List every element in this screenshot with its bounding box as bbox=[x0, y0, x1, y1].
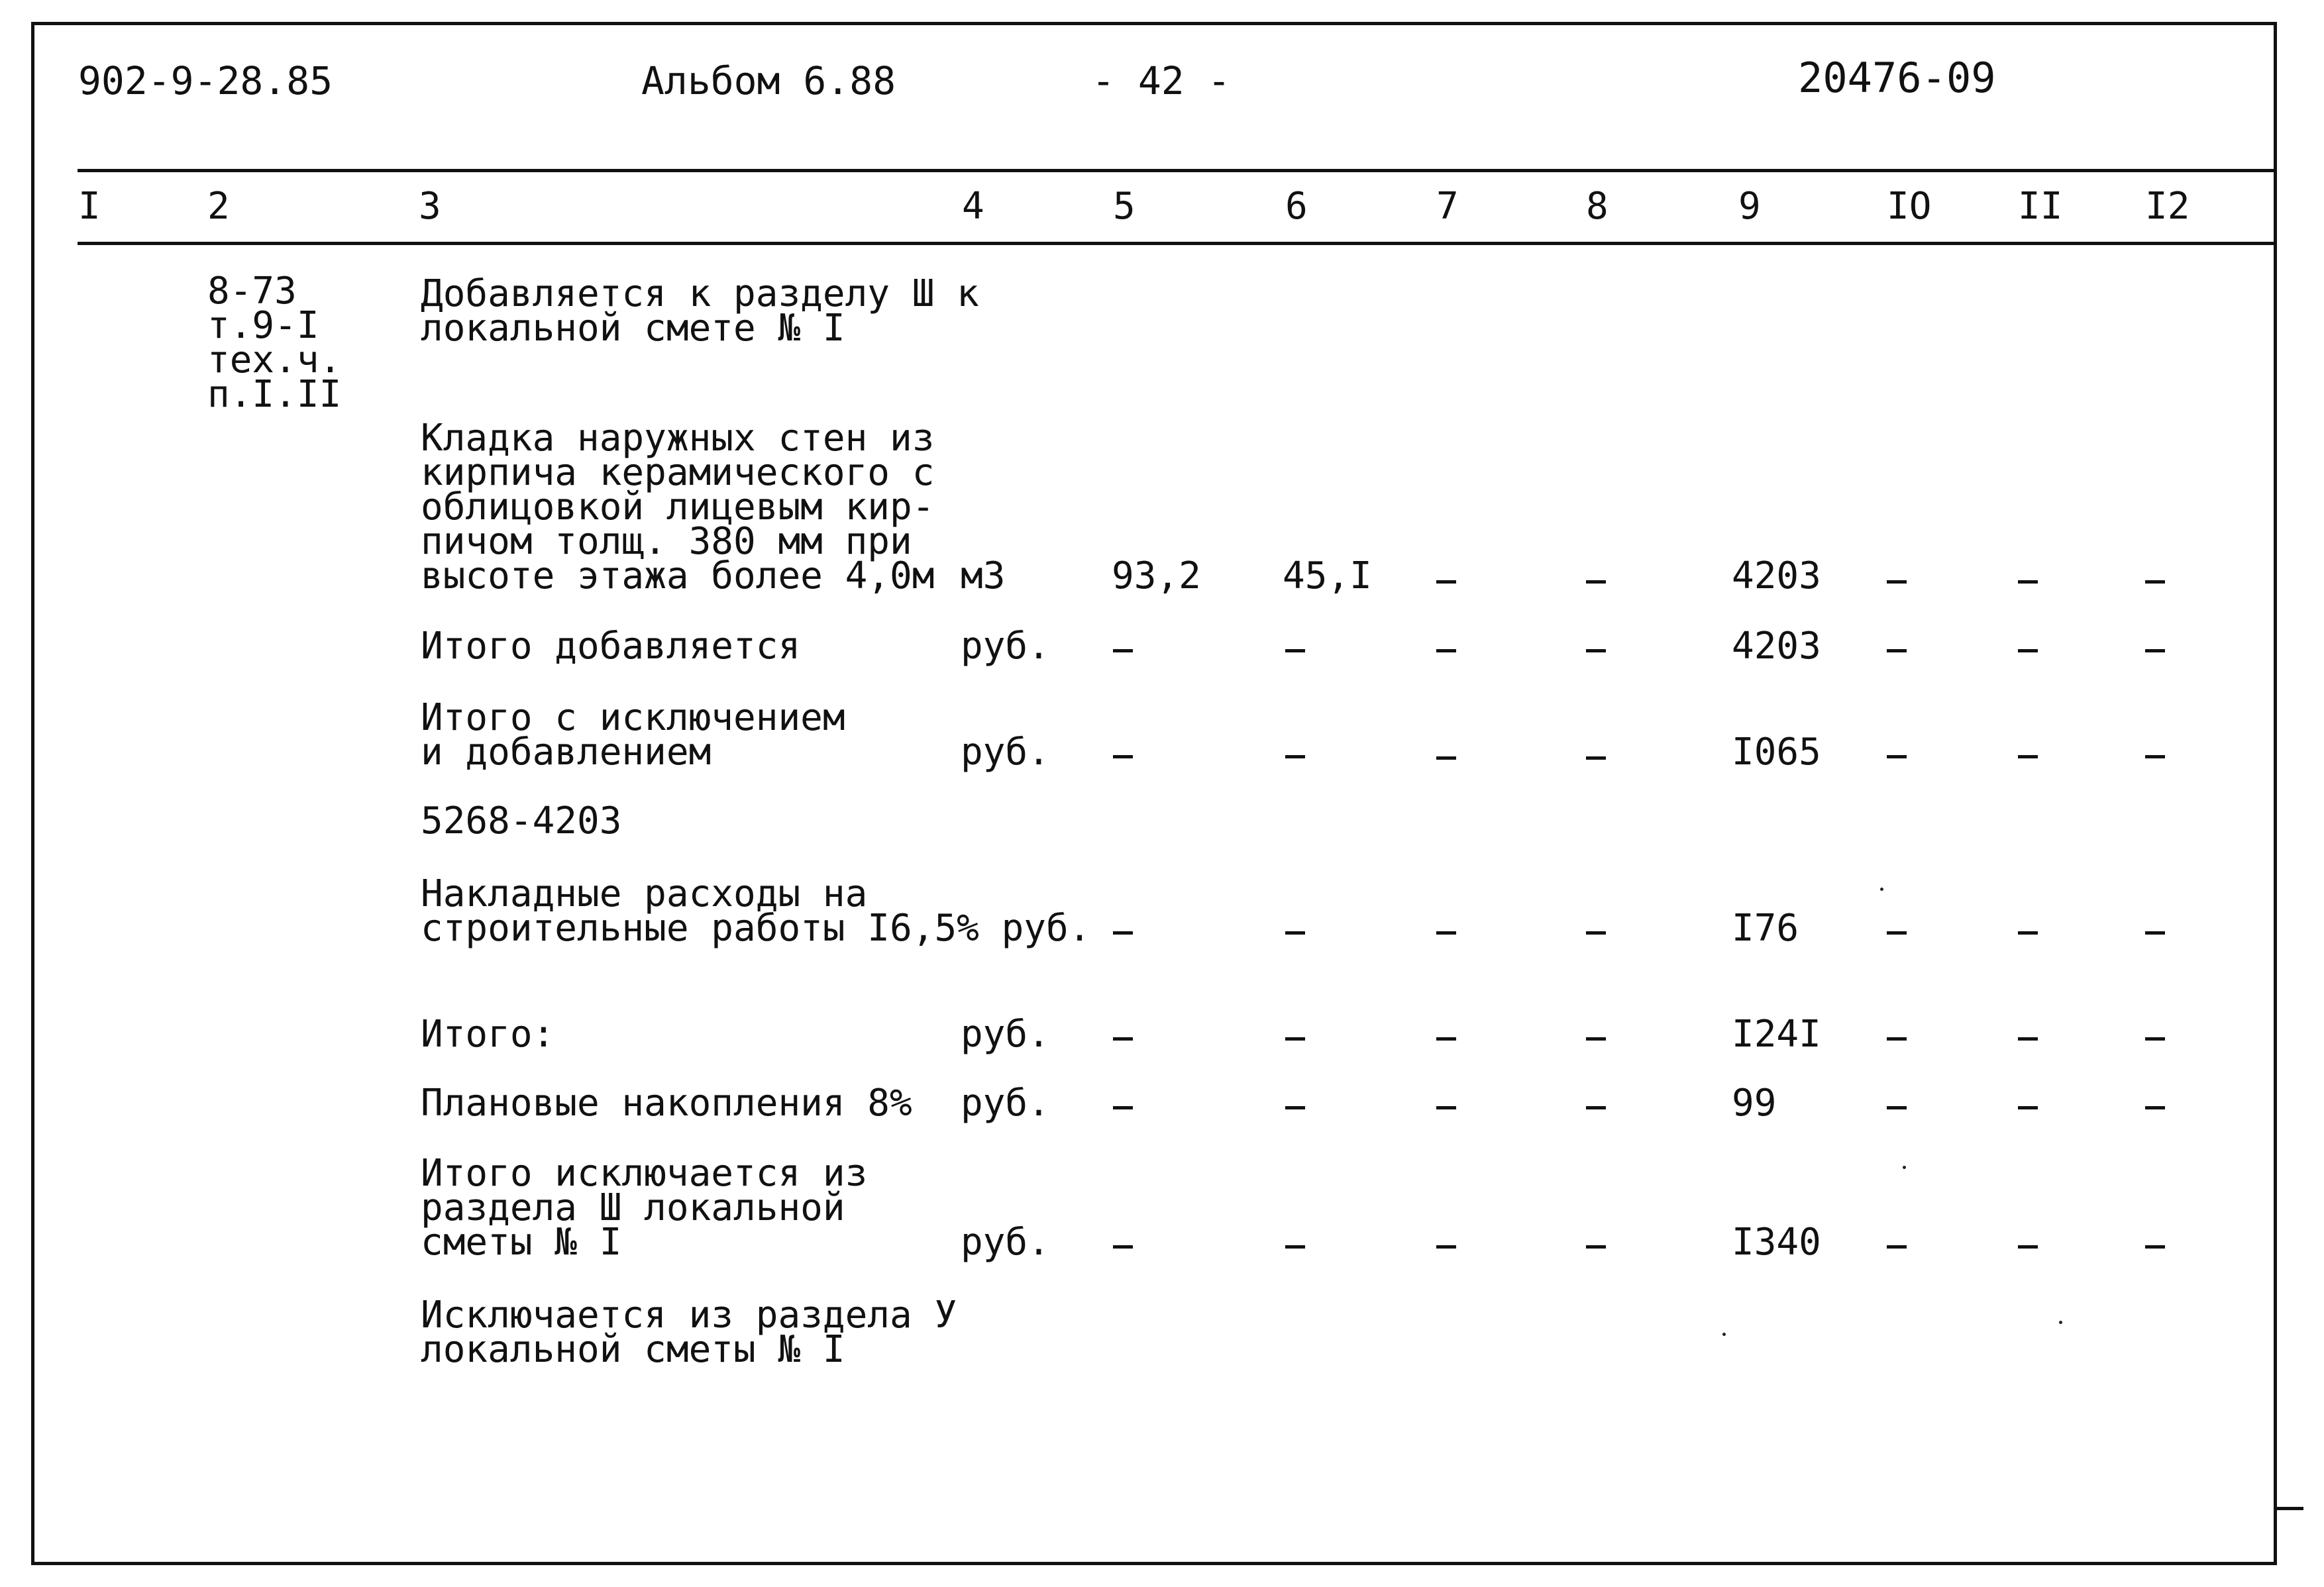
row-description-line: Итого с исключением bbox=[421, 696, 845, 739]
empty-cell-dash bbox=[2018, 755, 2038, 758]
row-description-line: кирпича керамического с bbox=[421, 451, 935, 494]
frame-right-border bbox=[2274, 22, 2277, 1565]
row-description-line: Накладные расходы на bbox=[421, 872, 868, 915]
row-total-cost: I24I bbox=[1732, 1013, 1821, 1056]
empty-cell-dash bbox=[1887, 580, 1907, 584]
empty-cell-dash bbox=[1887, 1245, 1907, 1249]
row-description-line: сметы № I bbox=[421, 1221, 622, 1264]
empty-cell-dash bbox=[2018, 1245, 2038, 1249]
row-total-cost: 4203 bbox=[1732, 625, 1821, 668]
empty-cell-dash bbox=[1285, 755, 1305, 758]
empty-cell-dash bbox=[1887, 649, 1907, 652]
empty-cell-dash bbox=[2018, 931, 2038, 935]
empty-cell-dash bbox=[2145, 755, 2165, 758]
column-number-2: 2 bbox=[207, 185, 230, 228]
reference-line: т.9-I bbox=[207, 304, 319, 347]
row-total-cost: 4203 bbox=[1732, 554, 1821, 597]
empty-cell-dash bbox=[1436, 1037, 1456, 1041]
empty-cell-dash bbox=[1436, 1245, 1456, 1249]
row-description-line: Итого исключается из bbox=[421, 1152, 868, 1195]
empty-cell-dash bbox=[1113, 755, 1133, 758]
reference-line: п.I.II bbox=[207, 373, 342, 416]
frame-edge-tick bbox=[2277, 1507, 2303, 1510]
calculation-note: 5268-4203 bbox=[421, 799, 622, 843]
row-description-line: пичом толщ. 380 мм при bbox=[421, 520, 912, 563]
row-unit-price: 45,I bbox=[1283, 554, 1372, 597]
row-description-line: раздела Ш локальной bbox=[421, 1186, 845, 1229]
row-unit: руб. bbox=[961, 731, 1050, 774]
frame-top-border bbox=[31, 22, 2276, 25]
empty-cell-dash bbox=[1436, 931, 1456, 935]
row-unit: руб. bbox=[961, 1013, 1050, 1056]
reference-line: 8-73 bbox=[207, 270, 297, 313]
empty-cell-dash bbox=[1113, 1037, 1133, 1041]
column-number-11: II bbox=[2018, 185, 2063, 228]
column-number-7: 7 bbox=[1436, 185, 1459, 228]
scan-speck bbox=[1903, 1166, 1906, 1169]
empty-cell-dash bbox=[1586, 1106, 1606, 1109]
row-unit: м3 bbox=[961, 554, 1006, 597]
scan-speck bbox=[1722, 1333, 1726, 1336]
header-rule bbox=[78, 169, 2276, 172]
empty-cell-dash bbox=[2145, 1245, 2165, 1249]
row-description-line: облицовкой лицевым кир- bbox=[421, 486, 935, 529]
row-description: Плановые накопления 8% bbox=[421, 1082, 912, 1125]
empty-cell-dash bbox=[1285, 649, 1305, 652]
empty-cell-dash bbox=[1113, 649, 1133, 652]
empty-cell-dash bbox=[1436, 649, 1456, 652]
empty-cell-dash bbox=[1436, 580, 1456, 584]
column-number-4: 4 bbox=[962, 185, 984, 228]
row-description-line: Кладка наружных стен из bbox=[421, 417, 935, 460]
column-number-3: 3 bbox=[419, 185, 441, 228]
row-description-line: строительные работы I6,5% руб. bbox=[421, 907, 1091, 950]
empty-cell-dash bbox=[1586, 1037, 1606, 1041]
column-number-9: 9 bbox=[1738, 185, 1761, 228]
empty-cell-dash bbox=[1436, 756, 1456, 760]
row-total-cost: 99 bbox=[1732, 1082, 1777, 1125]
row-unit: руб. bbox=[961, 625, 1050, 668]
empty-cell-dash bbox=[1887, 931, 1907, 935]
document-code: 902-9-28.85 bbox=[78, 58, 333, 103]
empty-cell-dash bbox=[2018, 649, 2038, 652]
intro-line: Добавляется к разделу Ш к bbox=[421, 272, 979, 315]
album-label: Альбом 6.88 bbox=[641, 58, 896, 103]
empty-cell-dash bbox=[1887, 1106, 1907, 1109]
row-description-line: высоте этажа более 4,0м bbox=[421, 554, 935, 597]
page-number: - 42 - bbox=[1092, 58, 1231, 103]
column-number-10: IO bbox=[1887, 185, 1932, 228]
empty-cell-dash bbox=[1887, 1037, 1907, 1041]
empty-cell-dash bbox=[2145, 580, 2165, 584]
empty-cell-dash bbox=[1586, 580, 1606, 584]
row-quantity: 93,2 bbox=[1112, 554, 1201, 597]
empty-cell-dash bbox=[1113, 1106, 1133, 1109]
sheet-number: 20476-09 bbox=[1798, 54, 1996, 102]
row-total-cost: I76 bbox=[1732, 907, 1799, 950]
empty-cell-dash bbox=[1586, 931, 1606, 935]
empty-cell-dash bbox=[1285, 1037, 1305, 1041]
row-description: Итого: bbox=[421, 1013, 555, 1056]
scan-speck bbox=[2059, 1321, 2062, 1324]
column-number-5: 5 bbox=[1113, 185, 1136, 228]
row-description-line: Исключается из раздела У bbox=[421, 1294, 957, 1337]
empty-cell-dash bbox=[2145, 1106, 2165, 1109]
empty-cell-dash bbox=[2145, 1037, 2165, 1041]
row-total-cost: I065 bbox=[1732, 731, 1821, 774]
column-number-12: I2 bbox=[2145, 185, 2190, 228]
empty-cell-dash bbox=[2145, 649, 2165, 652]
empty-cell-dash bbox=[2145, 931, 2165, 935]
row-total-cost: I340 bbox=[1732, 1221, 1821, 1264]
empty-cell-dash bbox=[1113, 931, 1133, 935]
empty-cell-dash bbox=[1887, 755, 1907, 758]
column-header-rule bbox=[78, 242, 2276, 245]
empty-cell-dash bbox=[2018, 1037, 2038, 1041]
empty-cell-dash bbox=[1285, 1245, 1305, 1249]
row-description-line: локальной сметы № I bbox=[421, 1328, 845, 1371]
column-number-6: 6 bbox=[1285, 185, 1308, 228]
row-description-line: и добавлением bbox=[421, 731, 712, 774]
empty-cell-dash bbox=[1113, 1245, 1133, 1249]
row-unit: руб. bbox=[961, 1221, 1050, 1264]
empty-cell-dash bbox=[1285, 931, 1305, 935]
empty-cell-dash bbox=[1586, 1245, 1606, 1249]
empty-cell-dash bbox=[2018, 1106, 2038, 1109]
empty-cell-dash bbox=[1436, 1106, 1456, 1109]
scan-speck bbox=[1880, 888, 1883, 891]
empty-cell-dash bbox=[1586, 649, 1606, 652]
empty-cell-dash bbox=[1285, 1106, 1305, 1109]
row-unit: руб. bbox=[961, 1082, 1050, 1125]
column-number-8: 8 bbox=[1586, 185, 1609, 228]
frame-left-border bbox=[31, 22, 34, 1565]
reference-line: тех.ч. bbox=[207, 338, 342, 382]
column-number-1: I bbox=[78, 185, 101, 228]
intro-line: локальной смете № I bbox=[421, 307, 845, 350]
row-description: Итого добавляется bbox=[421, 625, 801, 668]
frame-bottom-border bbox=[31, 1562, 2276, 1565]
empty-cell-dash bbox=[1586, 756, 1606, 760]
empty-cell-dash bbox=[2018, 580, 2038, 584]
